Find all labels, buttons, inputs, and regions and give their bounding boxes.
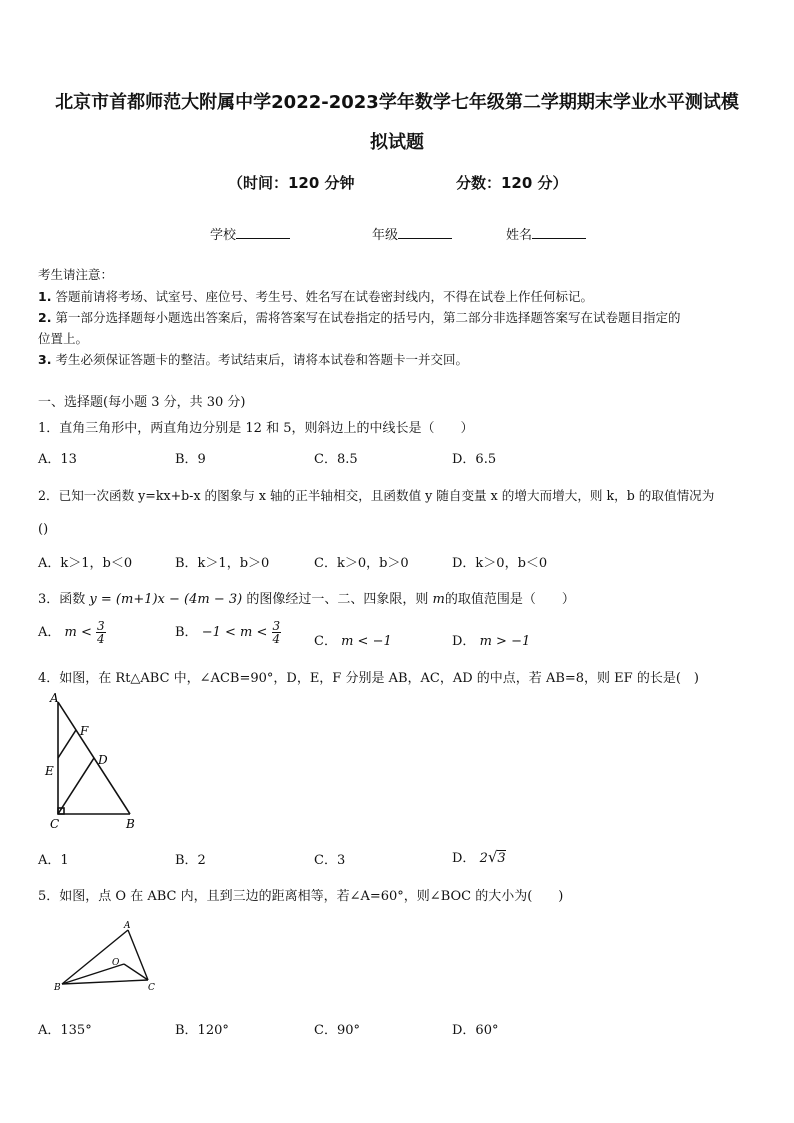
q3-suffix2: 的取值范围是（ ）: [444, 592, 575, 607]
grade-blank[interactable]: [398, 226, 452, 239]
q3-option-d-math: m > −1: [479, 634, 531, 649]
q2-stem-cont: (): [38, 522, 49, 537]
q1-option-d[interactable]: D．6.5: [452, 452, 497, 467]
fraction-numerator: 3: [97, 619, 105, 633]
grade-label: 年级: [372, 228, 399, 243]
school-label: 学校: [210, 228, 237, 243]
q4-option-c[interactable]: C．3: [314, 853, 346, 868]
q3-option-c-math: m < −1: [341, 634, 392, 649]
label-b: B: [126, 817, 135, 831]
q4-option-b[interactable]: B．2: [175, 853, 206, 868]
q3-option-b[interactable]: [175, 620, 281, 645]
q2-stem: 2．已知一次函数 y=kx+b-x 的图象与 x 轴的正半轴相交，且函数值 y 随自变量 x 的增大而增大，则 k，b 的取值情况为: [38, 488, 715, 503]
label-d: D: [98, 753, 108, 767]
q4-stem: 4．如图，在 Rt△ABC 中，∠ACB=90°，D，E，F 分别是 AB，AC，AD 的中点，若 AB=8，则 EF 的长是( ): [38, 671, 699, 686]
notice-item-3: [38, 350, 468, 368]
section-heading: 一、选择题(每小题 3 分，共 30 分): [38, 395, 246, 410]
q2-option-a[interactable]: A．k＞1，b＜0: [38, 556, 133, 571]
school-field: [210, 224, 290, 243]
q3-suffix: 的图像经过一、二、四象限，则: [246, 592, 429, 607]
q3-option-c-label: C．: [314, 634, 337, 649]
q2-option-d[interactable]: D．k＞0，b＜0: [452, 556, 548, 571]
notice-heading: 考生请注意：: [38, 267, 114, 282]
q3-stem: [38, 588, 575, 607]
q5-triangle-figure: [50, 918, 165, 998]
segment-ef: [58, 730, 76, 758]
q3-option-a-fraction: [96, 620, 106, 645]
q3-formula: y = (m+1)x − (4m − 3): [89, 592, 243, 607]
q3-option-a-label: A．: [38, 625, 61, 640]
q4-option-d[interactable]: [452, 847, 506, 866]
q3-prefix: 3．函数: [38, 592, 86, 607]
q2-option-b[interactable]: B．k＞1，b＞0: [175, 556, 270, 571]
label-b: B: [54, 983, 61, 993]
q3-option-a[interactable]: [38, 620, 106, 645]
notice-item-2: [38, 308, 680, 326]
name-blank[interactable]: [532, 226, 586, 239]
notice-item-text: 第一部分选择题每小题选出答案后，需将答案写在试卷指定的括号内，第二部分非选择题答案写在试卷题目指定的: [55, 310, 681, 325]
q1-option-b[interactable]: B．9: [175, 452, 206, 467]
name-field: [506, 224, 586, 243]
notice-item-2-cont: 位置上。: [38, 331, 89, 346]
school-blank[interactable]: [236, 226, 290, 239]
grade-field: [372, 224, 452, 243]
q3-option-c[interactable]: [314, 630, 392, 649]
exam-time: （时间：120 分钟: [228, 174, 355, 192]
q4-triangle-figure: [40, 690, 150, 835]
segment-bc: [62, 980, 148, 984]
q3-option-b-fraction: [272, 620, 282, 645]
page-title-line2: 拟试题: [370, 132, 424, 153]
sqrt-icon: √: [487, 848, 498, 866]
label-c: C: [148, 983, 155, 993]
notice-item-text: 考生必须保证答题卡的整洁。考试结束后，请将本试卷和答题卡一并交回。: [55, 352, 468, 367]
q3-option-d-label: D．: [452, 634, 476, 649]
label-c: C: [50, 817, 60, 831]
q5-stem: 5．如图，点 O 在 ABC 内，且到三边的距离相等，若∠A=60°，则∠BOC 的大小为( ): [38, 889, 564, 904]
label-f: F: [80, 724, 89, 738]
name-label: 姓名: [506, 228, 533, 243]
q1-option-c[interactable]: C．8.5: [314, 452, 358, 467]
q2-option-c[interactable]: C．k＞0，b＞0: [314, 556, 409, 571]
q3-option-b-label: B．: [175, 625, 198, 640]
label-a: A: [124, 921, 131, 931]
page-title-line1: 北京市首都师范大附属中学2022-2023学年数学七年级第二学期期末学业水平测试模: [55, 92, 739, 113]
q3-option-a-math: m <: [64, 625, 92, 640]
q4-option-d-coef: 2: [479, 851, 488, 866]
notice-item-text: 答题前请将考场、试室号、座位号、考生号、姓名写在试卷密封线内，不得在试卷上作任何标记。: [55, 289, 593, 304]
q5-option-a[interactable]: A．135°: [38, 1023, 92, 1038]
notice-item-1: [38, 287, 593, 305]
q5-option-d[interactable]: D．60°: [452, 1023, 499, 1038]
label-e: E: [45, 764, 54, 778]
label-a: A: [50, 691, 59, 705]
q1-option-a[interactable]: A．13: [38, 452, 77, 467]
notice-item-num: 2.: [38, 310, 52, 325]
label-o: O: [112, 958, 120, 968]
q1-stem: 1．直角三角形中，两直角边分别是 12 和 5，则斜边上的中线长是（ ）: [38, 421, 474, 436]
segment-cd: [58, 758, 94, 814]
fraction-numerator: 3: [272, 619, 281, 633]
q3-option-b-math: −1 < m <: [201, 625, 268, 640]
exam-score: 分数：120 分）: [456, 174, 568, 192]
q4-option-d-radicand: 3: [497, 851, 506, 866]
fraction-denominator: 4: [272, 632, 281, 646]
fraction-denominator: 4: [97, 632, 105, 646]
notice-item-num: 3.: [38, 352, 52, 367]
q5-option-b[interactable]: B．120°: [175, 1023, 229, 1038]
notice-item-num: 1.: [38, 289, 52, 304]
q3-option-d[interactable]: [452, 630, 530, 649]
q4-option-a[interactable]: A．1: [38, 853, 69, 868]
q4-option-d-label: D．: [452, 851, 476, 866]
q3-var: m: [432, 592, 445, 607]
q5-option-c[interactable]: C．90°: [314, 1023, 360, 1038]
segment-ab: [62, 930, 128, 984]
